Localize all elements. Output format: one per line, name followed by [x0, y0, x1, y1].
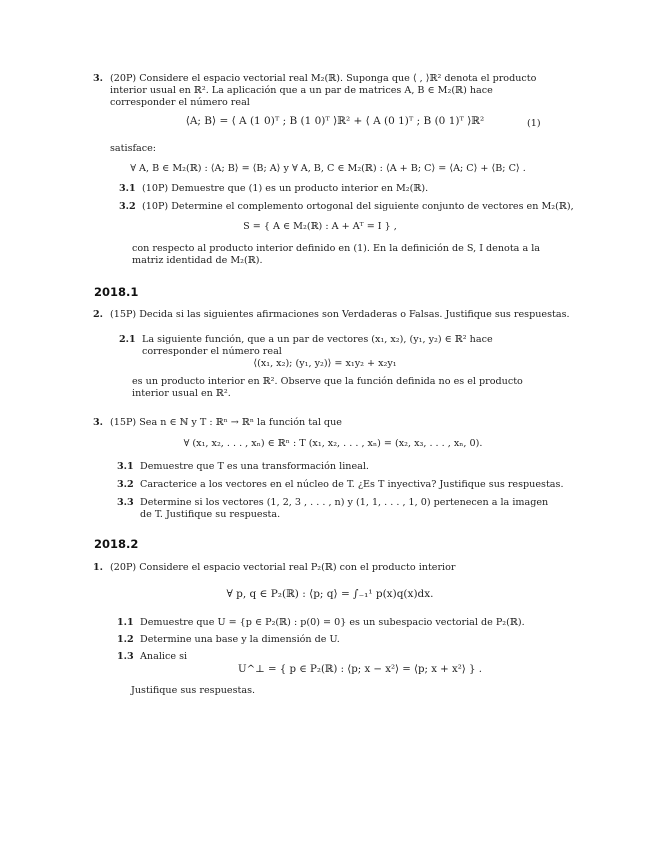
subproblem-text: Demuestre que T es una transformación lineal.	[140, 461, 369, 472]
section-title: 2018.1	[94, 285, 139, 299]
subproblem-tail: con respecto al producto interior definido en (1). En la definición de S, I denota a la matriz identidad de M₂(ℝ).	[132, 243, 540, 266]
subproblem-number: 1.2	[117, 634, 134, 645]
problem-intro: (15P) Decida si las siguientes afirmaciones son Verdaderas o Falsas. Justifique sus respuestas.	[110, 309, 570, 320]
problem-intro: (15P) Sea n ∈ ℕ y T : ℝⁿ → ℝⁿ la función tal que	[110, 417, 342, 428]
equation-inner-product: ⟨A; B⟩ = ⟨ A (1 0)ᵀ ; B (1 0)ᵀ ⟩ℝ² + ⟨ A (0 1)ᵀ ; B (0 1)ᵀ ⟩ℝ²	[185, 115, 485, 127]
subproblem-text: (10P) Determine el complemento ortogonal del siguiente conjunto de vectores en M₂(ℝ),	[142, 201, 574, 212]
satisface-label: satisface:	[110, 143, 157, 154]
subproblem-tail: es un producto interior en ℝ². Observe que la función definida no es el producto interior usual en ℝ².	[132, 376, 523, 399]
subproblem-number: 3.1	[119, 183, 136, 194]
subproblem-number: 3.3	[117, 497, 134, 508]
problem-intro: (20P) Considere el espacio vectorial real P₂(ℝ) con el producto interior	[110, 562, 456, 573]
equation-bilinear: ⟨(x₁, x₂); (y₁, y₂)⟩ = x₁y₂ + x₂y₁	[253, 358, 397, 369]
equation-integral-product: ∀ p, q ∈ P₂(ℝ) : ⟨p; q⟩ = ∫₋₁¹ p(x)q(x)dx.	[226, 588, 434, 600]
section-title: 2018.2	[94, 537, 139, 551]
subproblem-tail: Justifique sus respuestas.	[131, 685, 256, 696]
subproblem-number: 3.2	[119, 201, 136, 212]
equation-shift-map: ∀ (x₁, x₂, . . . , xₙ) ∈ ℝⁿ : T (x₁, x₂, . . . , xₙ) = (x₂, x₃, . . . , xₙ, 0).	[183, 438, 483, 449]
subproblem-number: 3.1	[117, 461, 134, 472]
subproblem-text: Determine una base y la dimensión de U.	[140, 634, 340, 645]
subproblem-text: Analice si	[140, 651, 188, 662]
subproblem-text: Caracterice a los vectores en el núcleo de T. ¿Es T inyectiva? Justifique sus respuestas.	[140, 479, 564, 490]
subproblem-number: 1.1	[117, 617, 134, 628]
subproblem-text: Demuestre que U = {p ∈ P₂(ℝ) : p(0) = 0} es un subespacio vectorial de P₂(ℝ).	[140, 617, 525, 628]
problem-intro: (20P) Considere el espacio vectorial real M₂(ℝ). Suponga que ⟨ , ⟩ℝ² denota el producto interior usual en ℝ². La aplicación que a un par de matrices A, B ∈ M₂(ℝ) hace corresponder el número real	[110, 73, 537, 108]
subproblem-text: (10P) Demuestre que (1) es un producto interior en M₂(ℝ).	[142, 183, 429, 194]
subproblem-number: 1.3	[117, 651, 134, 662]
subproblem-number: 3.2	[117, 479, 134, 490]
problem-number: 3.	[93, 417, 104, 428]
subproblem-number: 2.1	[119, 334, 136, 345]
set-definition-S: S = { A ∈ M₂(ℝ) : A + Aᵀ = I } ,	[243, 221, 397, 232]
subproblem-text: La siguiente función, que a un par de vectores (x₁, x₂), (y₁, y₂) ∈ ℝ² hace corresponder el número real	[142, 334, 493, 357]
equation-properties: ∀ A, B ∈ M₂(ℝ) : ⟨A; B⟩ = ⟨B; A⟩ y ∀ A, B, C ∈ M₂(ℝ) : ⟨A + B; C⟩ = ⟨A; C⟩ + ⟨B; C⟩ .	[130, 163, 526, 174]
subproblem-text: Determine si los vectores (1, 2, 3 , . . . , n) y (1, 1, . . . , 1, 0) pertenecen a la imagen de T. Justifique su respuesta.	[140, 497, 549, 520]
equation-tag: (1)	[527, 118, 541, 129]
equation-orthogonal-complement: U^⊥ = { p ∈ P₂(ℝ) : ⟨p; x − x²⟩ = ⟨p; x + x²⟩ } .	[238, 664, 482, 675]
problem-number: 1.	[93, 562, 104, 573]
problem-number: 2.	[93, 309, 104, 320]
problem-number: 3.	[93, 73, 104, 84]
